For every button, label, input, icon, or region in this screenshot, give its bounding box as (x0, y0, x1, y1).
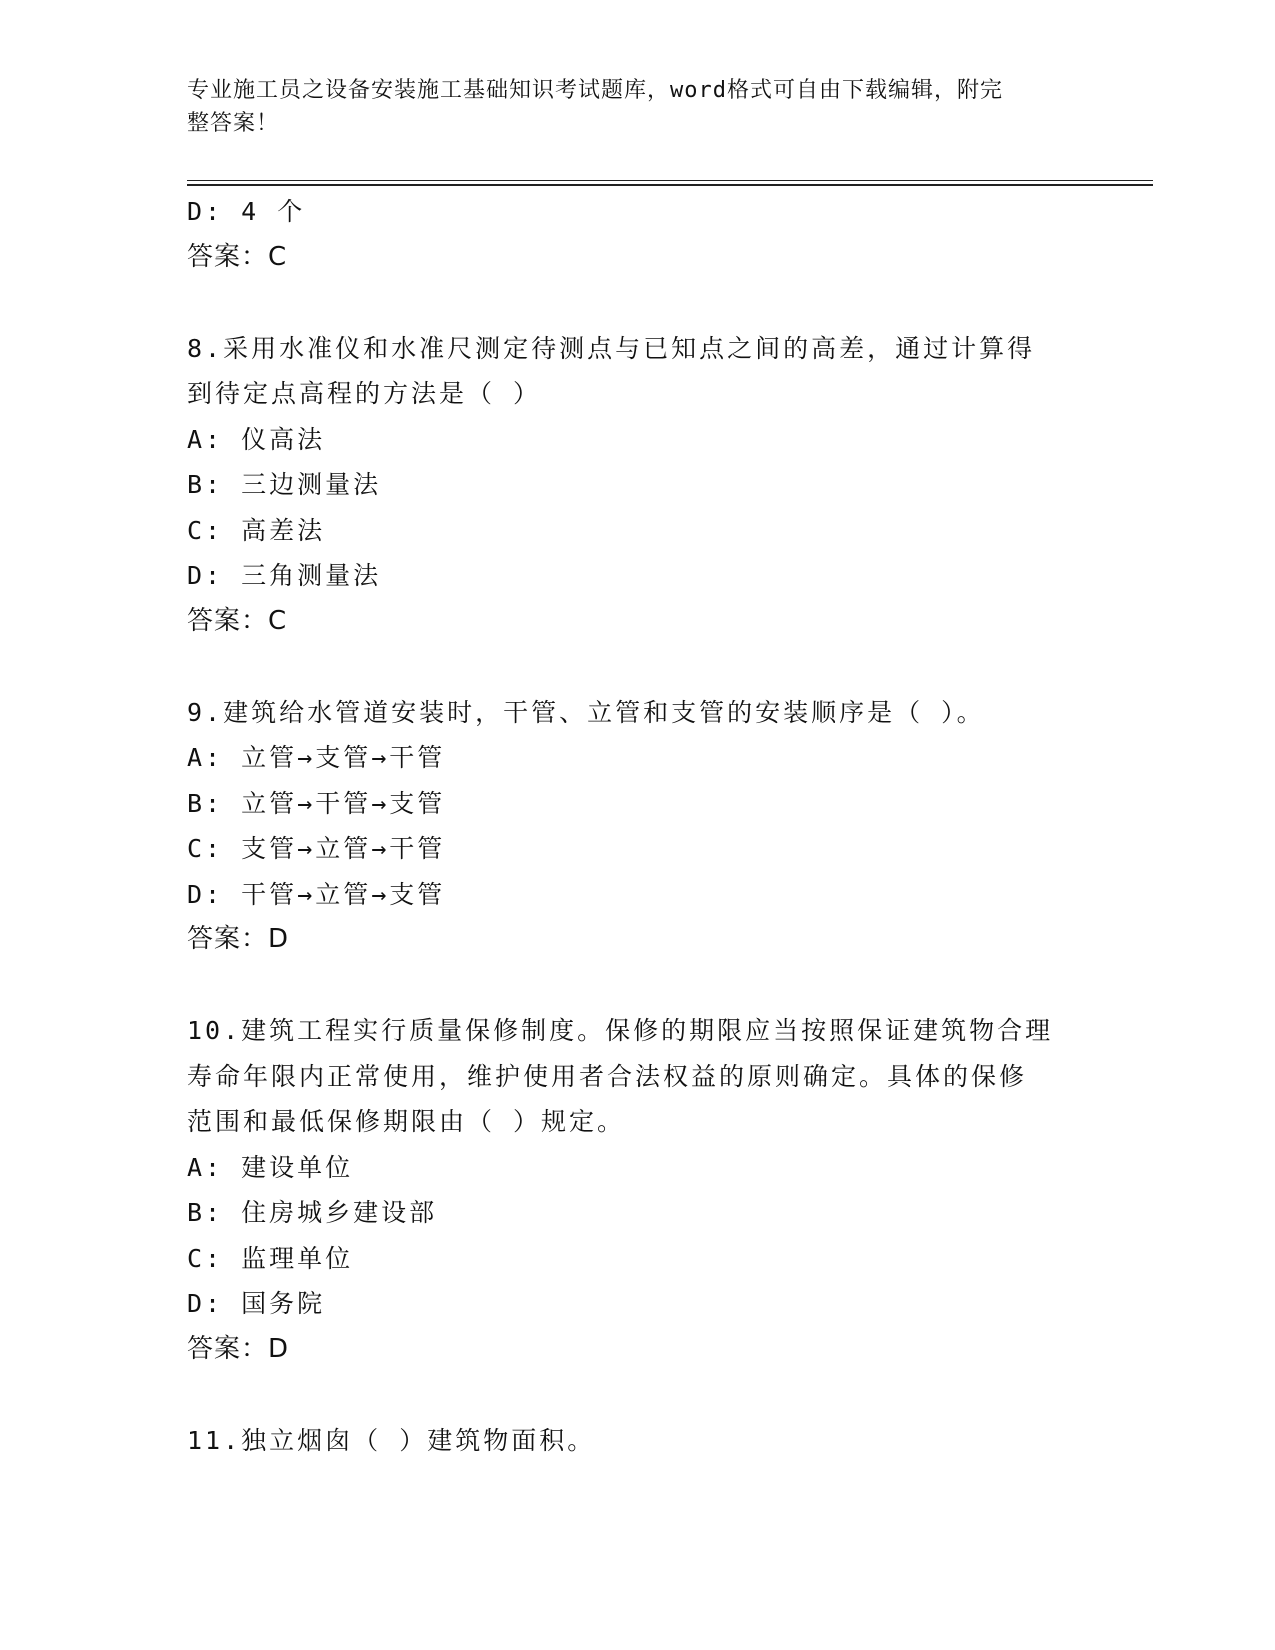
option-a: A: 立管→支管→干管 (187, 743, 446, 772)
stem-line: 8.采用水准仪和水准尺测定待测点与已知点之间的高差，通过计算得 (187, 333, 1036, 363)
option-b: B: 三边测量法 (187, 470, 382, 499)
question-8 (187, 326, 1087, 645)
option-d: D: 4 个 (187, 197, 306, 226)
question-stem (187, 326, 1087, 417)
document-header (187, 74, 1067, 140)
question-list (187, 189, 1087, 1463)
question-stem (187, 690, 1087, 736)
question-7-tail (187, 189, 1087, 280)
stem-line: 到待定点高程的方法是（ ） (187, 379, 542, 408)
header-line-1: 专业施工员之设备安装施工基础知识考试题库，word格式可自由下载编辑，附完 (187, 78, 1003, 103)
spacer (187, 1372, 1087, 1418)
option-b: B: 立管→干管→支管 (187, 788, 446, 818)
question-10 (187, 1008, 1087, 1372)
question-stem (187, 1418, 1087, 1464)
stem-line: 10.建筑工程实行质量保修制度。保修的期限应当按照保证建筑物合理 (187, 1016, 1054, 1045)
answer: 答案：C (187, 241, 288, 272)
spacer (187, 963, 1087, 1009)
question-stem (187, 1008, 1087, 1145)
answer: 答案：D (187, 924, 290, 954)
question-11 (187, 1418, 1087, 1464)
option-d: D: 三角测量法 (187, 561, 382, 590)
option-c: C: 支管→立管→干管 (187, 834, 446, 863)
answer: 答案：C (187, 605, 288, 636)
spacer (187, 644, 1087, 690)
option-c: C: 高差法 (187, 515, 326, 545)
stem-line: 寿命年限内正常使用，维护使用者合法权益的原则确定。具体的保修 (187, 1061, 1028, 1091)
question-9 (187, 690, 1087, 963)
option-d: D: 干管→立管→支管 (187, 879, 446, 909)
header-divider-thin (187, 180, 1153, 181)
stem-line: 11.独立烟囱（ ）建筑物面积。 (187, 1425, 596, 1455)
stem-line: 9.建筑给水管道安装时，干管、立管和支管的安装顺序是（ ）。 (187, 697, 985, 727)
stem-line: 范围和最低保修期限由（ ）规定。 (187, 1107, 626, 1136)
option-a: A: 仪高法 (187, 424, 326, 454)
spacer (187, 280, 1087, 326)
option-b: B: 住房城乡建设部 (187, 1198, 438, 1227)
option-a: A: 建设单位 (187, 1152, 354, 1182)
header-line-2: 整答案！ (187, 111, 280, 136)
answer: 答案：D (187, 1333, 290, 1364)
option-d: D: 国务院 (187, 1289, 326, 1318)
option-c: C: 监理单位 (187, 1243, 354, 1273)
header-divider-thick (187, 184, 1153, 186)
